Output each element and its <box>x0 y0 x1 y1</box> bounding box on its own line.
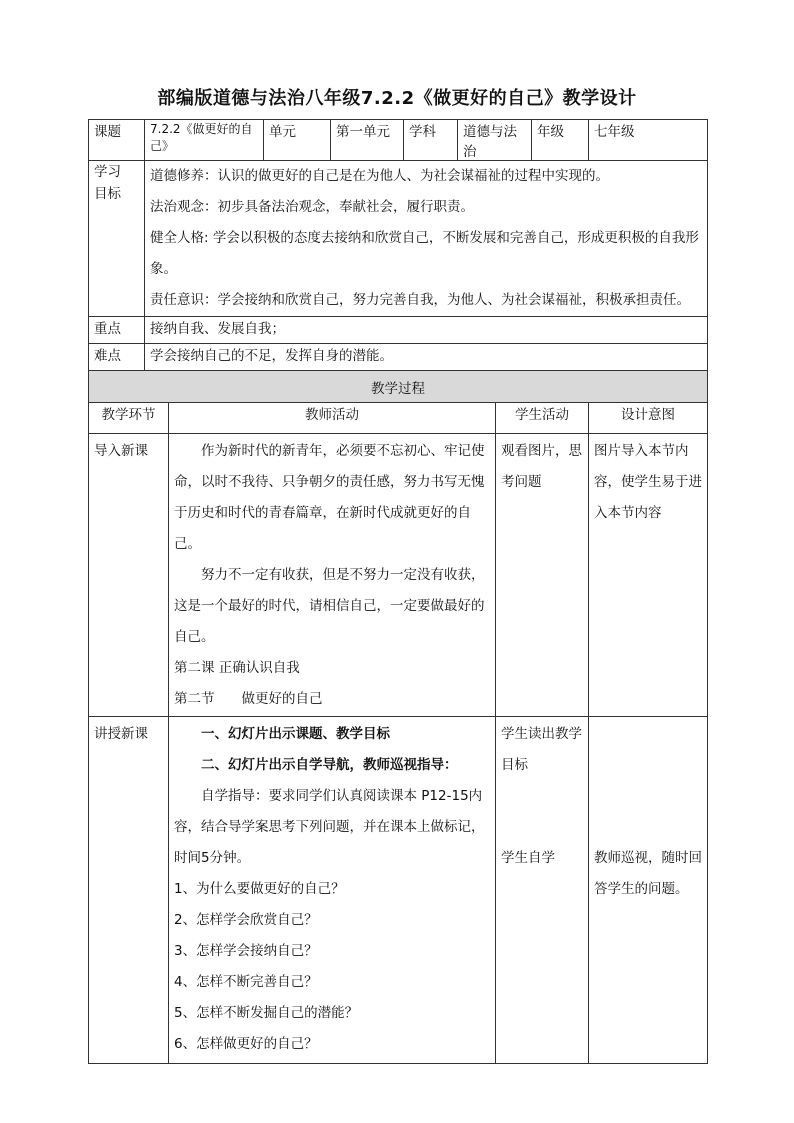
unit-value: 第一单元 <box>331 120 404 161</box>
col-student-header: 学生活动 <box>496 403 589 434</box>
question-item: 2、怎样学会欣赏自己？ <box>174 912 318 928</box>
intro-row <box>89 434 708 717</box>
grade-value: 七年级 <box>589 120 708 161</box>
process-header-row <box>89 371 708 403</box>
grade-label: 年级 <box>532 120 589 161</box>
difficulty-label: 难点 <box>89 344 145 371</box>
goals-row <box>89 161 708 317</box>
key-point-value: 接纳自我、发展自我； <box>145 317 708 344</box>
goal-item: 道德修养：认识的做更好的自己是在为他人、为社会谋福祉的过程中实现的。 <box>150 168 609 184</box>
intro-student: 观看图片，思考问题 <box>496 434 589 717</box>
intro-lesson: 第二课 正确认识自我 <box>174 660 300 676</box>
subject-label: 学科 <box>404 120 458 161</box>
lecture-teacher <box>169 717 496 1064</box>
intro-teacher <box>169 434 496 717</box>
intro-paragraph: 努力不一定有收获，但是不努力一定没有收获，这是一个最好的时代，请相信自己，一定要做最好的自己。 <box>174 567 485 645</box>
lesson-plan-table <box>88 119 708 1064</box>
goals-content <box>145 161 708 317</box>
intro-stage: 导入新课 <box>89 434 169 717</box>
lecture-step: 一、幻灯片出示课题、教学目标 <box>201 726 390 742</box>
question-item: 6、怎样做更好的自己？ <box>174 1036 318 1052</box>
difficulty-row <box>89 344 708 371</box>
question-item: 1、为什么要做更好的自己？ <box>174 881 345 897</box>
intro-intent: 图片导入本节内容，使学生易于进入本节内容 <box>589 434 708 717</box>
lecture-student <box>496 717 589 1064</box>
col-intent-header: 设计意图 <box>589 403 708 434</box>
unit-label: 单元 <box>264 120 331 161</box>
lecture-intent: 教师巡视，随时回答学生的问题。 <box>589 717 708 1064</box>
intro-paragraph: 作为新时代的新青年，必须要不忘初心、牢记使命，以时不我待、只争朝夕的责任感，努力书写无愧于历史和时代的青春篇章，在新时代成就更好的自己。 <box>174 443 485 552</box>
goal-item: 法治观念：初步具备法治观念，奉献社会，履行职责。 <box>150 199 474 215</box>
goals-label: 学习目标 <box>89 161 145 317</box>
process-header: 教学过程 <box>89 371 708 403</box>
col-teacher-header: 教师活动 <box>169 403 496 434</box>
document-title: 部编版道德与法治八年级7.2.2《做更好的自己》教学设计 <box>157 88 637 109</box>
intro-section: 第二节 做更好的自己 <box>174 691 323 707</box>
goal-item: 责任意识：学会接纳和欣赏自己，努力完善自我，为他人、为社会谋福祉，积极承担责任。 <box>150 292 690 308</box>
col-stage-header: 教学环节 <box>89 403 169 434</box>
question-item: 4、怎样不断完善自己？ <box>174 974 318 990</box>
key-point-row <box>89 317 708 344</box>
question-item: 5、怎样不断发掘自己的潜能？ <box>174 1005 359 1021</box>
column-header-row <box>89 403 708 434</box>
lecture-guide: 自学指导：要求同学们认真阅读课本 P12-15内容，结合导学案思考下列问题，并在课本上做标记，时间5分钟。 <box>174 788 485 866</box>
lecture-stage: 讲授新课 <box>89 717 169 1064</box>
lecture-student-1: 学生读出教学目标 <box>501 726 583 773</box>
question-item: 3、怎样学会接纳自己？ <box>174 943 318 959</box>
subject-value: 道德与法治 <box>458 120 532 161</box>
course-value: 7.2.2《做更好的自己》 <box>145 120 264 161</box>
info-row <box>89 120 708 161</box>
goal-item: 健全人格: 学会以积极的态度去接纳和欣赏自己，不断发展和完善自己，形成更积极的自我形象。 <box>150 230 699 277</box>
lecture-step: 二、幻灯片出示自学导航，教师巡视指导： <box>201 757 458 773</box>
lecture-row <box>89 717 708 1064</box>
course-label: 课题 <box>89 120 145 161</box>
difficulty-value: 学会接纳自己的不足，发挥自身的潜能。 <box>145 344 708 371</box>
lecture-student-2: 学生自学 <box>501 850 556 866</box>
key-point-label: 重点 <box>89 317 145 344</box>
